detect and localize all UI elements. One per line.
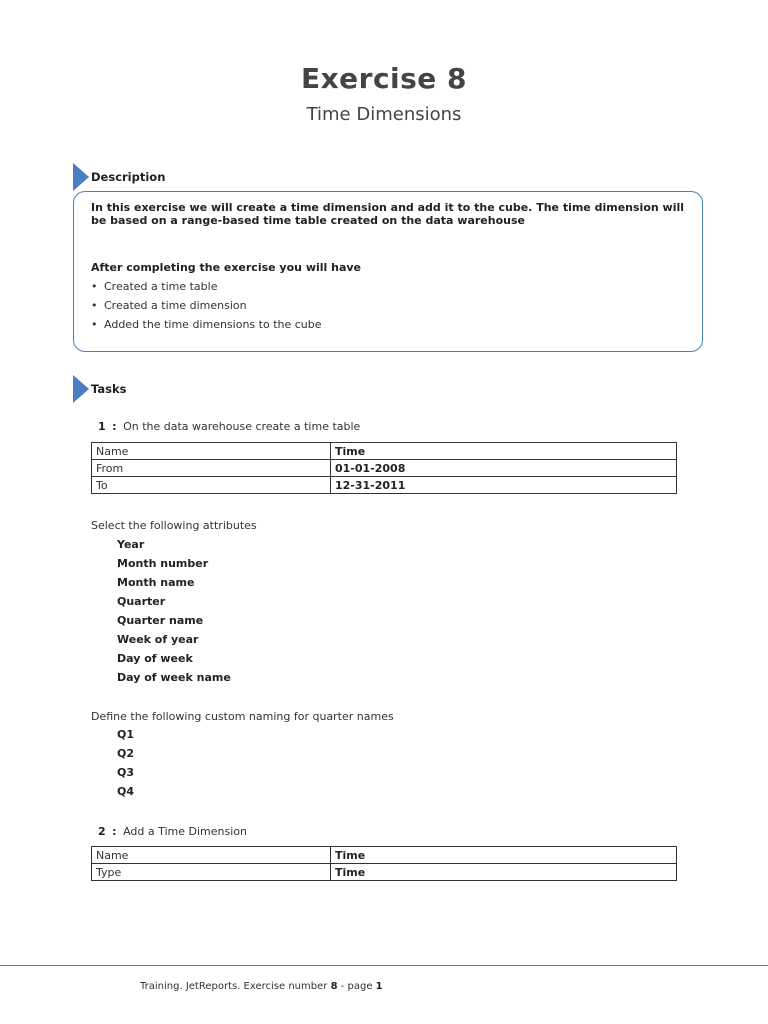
task-separator: :	[112, 420, 117, 433]
list-item: Month number	[117, 557, 209, 570]
table-cell-value: Time	[331, 864, 677, 881]
list-item: Month name	[117, 576, 195, 589]
bullet-icon: •	[91, 299, 98, 312]
section-marker-icon	[73, 163, 89, 191]
table-cell-key: Name	[92, 847, 331, 864]
bullet-icon: •	[91, 280, 98, 293]
table-cell-key: From	[92, 460, 331, 477]
description-heading: Description	[91, 170, 166, 184]
outcomes-list	[91, 280, 322, 337]
list-item: Day of week name	[117, 671, 231, 684]
task-number: 2	[98, 825, 106, 838]
list-item: Day of week	[117, 652, 193, 665]
table-row	[92, 460, 677, 477]
table-cell-key: Type	[92, 864, 331, 881]
description-intro: In this exercise we will create a time dimension and add it to the cube. The time dimension will be based on a range-based time table created on the data warehouse	[91, 201, 685, 227]
description-box	[73, 191, 703, 352]
page-subtitle: Time Dimensions	[306, 104, 462, 125]
list-item: Year	[117, 538, 145, 551]
list-item: Q1	[117, 728, 135, 741]
naming-intro: Define the following custom naming for quarter names	[91, 710, 394, 723]
table-cell-key: To	[92, 477, 331, 494]
section-marker-icon	[73, 375, 89, 403]
bullet-icon: •	[91, 318, 98, 331]
list-item: Quarter name	[117, 614, 204, 627]
list-item: Quarter	[117, 595, 166, 608]
task-text: On the data warehouse create a time table	[123, 420, 361, 433]
page-number: 1	[375, 981, 383, 992]
quarter-names-list	[117, 728, 134, 804]
description-outcomes-heading: After completing the exercise you will have	[91, 261, 362, 274]
page-title: Exercise 8	[300, 62, 468, 95]
list-item: • Added the time dimensions to the cube	[91, 318, 322, 331]
task-2-line	[98, 825, 247, 838]
task-text: Add a Time Dimension	[123, 825, 247, 838]
table-cell-value: Time	[331, 443, 677, 460]
table-cell-value: 12-31-2011	[331, 477, 677, 494]
list-item: Q4	[117, 785, 135, 798]
table-row	[92, 443, 677, 460]
table-cell-key: Name	[92, 443, 331, 460]
list-item: Week of year	[117, 633, 199, 646]
table-row	[92, 864, 677, 881]
table-cell-value: Time	[331, 847, 677, 864]
time-dimension-settings	[91, 846, 677, 881]
task-separator: :	[112, 825, 117, 838]
list-item: Q2	[117, 747, 135, 760]
page-footer: Training. JetReports. Exercise number 8 - page 1	[140, 981, 383, 992]
exercise-number: 8	[330, 981, 338, 992]
list-item: • Created a time dimension	[91, 299, 247, 312]
table-cell-value: 01-01-2008	[331, 460, 677, 477]
attributes-intro: Select the following attributes	[91, 519, 257, 532]
table-row	[92, 847, 677, 864]
tasks-heading: Tasks	[91, 382, 127, 396]
list-item: • Created a time table	[91, 280, 218, 293]
attributes-list	[117, 538, 231, 690]
task-number: 1	[98, 420, 106, 433]
time-table-settings	[91, 442, 677, 494]
list-item: Q3	[117, 766, 135, 779]
footer-divider	[0, 965, 768, 966]
task-1-line	[98, 420, 360, 433]
table-row	[92, 477, 677, 494]
